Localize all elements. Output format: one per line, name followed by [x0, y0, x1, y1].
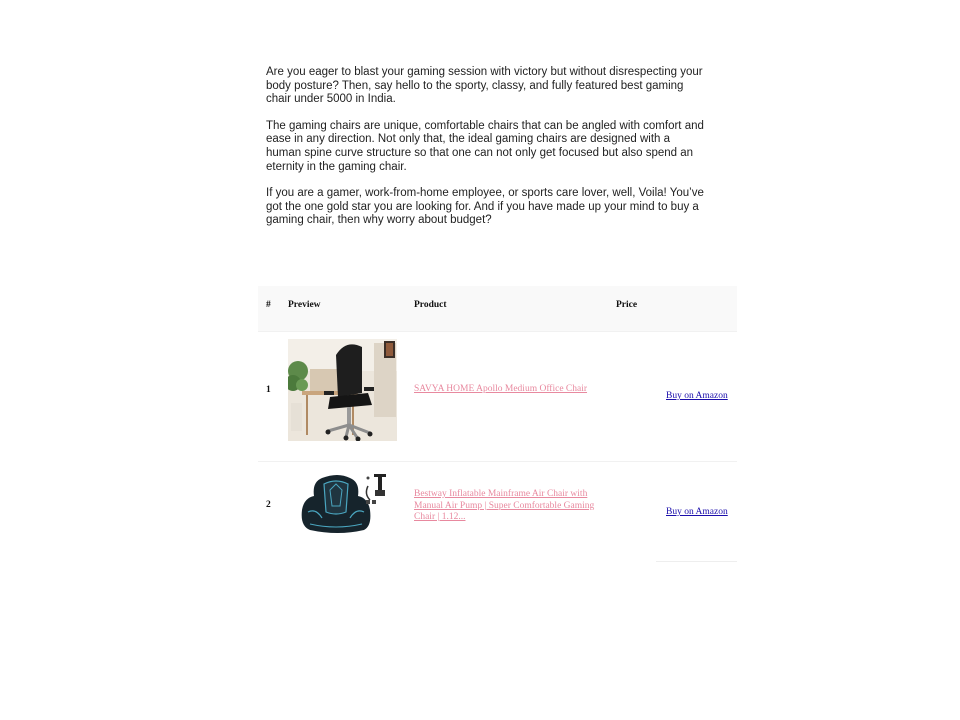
header-preview: Preview [288, 300, 321, 310]
office-chair-image[interactable] [288, 339, 397, 444]
header-num: # [266, 300, 271, 310]
row-number: 1 [266, 385, 271, 395]
table-row [258, 332, 737, 462]
intro-text [266, 66, 706, 241]
row-number: 2 [266, 500, 271, 510]
divider [656, 561, 737, 562]
office-chair-icon [288, 339, 397, 441]
table-row [258, 462, 737, 562]
inflatable-chair-image[interactable] [286, 472, 396, 539]
intro-paragraph-2: The gaming chairs are unique, comfortable chairs that can be angled with comfort and ease in any direction. Not only that, the ideal gaming chairs are designed with a human spine curve structure so that one can not only get focused but also spend an eternity in the gaming chair. [266, 119, 704, 173]
intro-paragraph-3: If you are a gamer, work-from-home employee, or sports care lover, well, Voila! You’ve got the one gold star you are looking for. And if you have made up your mind to buy a gaming chair, then why worry about budget? [266, 187, 704, 227]
product-table [258, 286, 737, 562]
buy-on-amazon-link[interactable]: Buy on Amazon [666, 507, 728, 517]
header-product: Product [414, 300, 447, 310]
header-price: Price [616, 300, 638, 310]
intro-paragraph-1: Are you eager to blast your gaming session with victory but without disrespecting your body posture? Then, say hello to the sporty, classy, and fully featured best gaming chair under 5000 in India. [266, 66, 703, 106]
product-link[interactable]: SAVYA HOME Apollo Medium Office Chair [414, 384, 588, 394]
table-header [258, 286, 737, 332]
product-link[interactable]: Bestway Inflatable Mainframe Air Chair with Manual Air Pump | Super Comfortable Gaming Chair | 1.12... [414, 489, 595, 522]
buy-on-amazon-link[interactable]: Buy on Amazon [666, 391, 728, 401]
inflatable-chair-icon [286, 472, 396, 536]
